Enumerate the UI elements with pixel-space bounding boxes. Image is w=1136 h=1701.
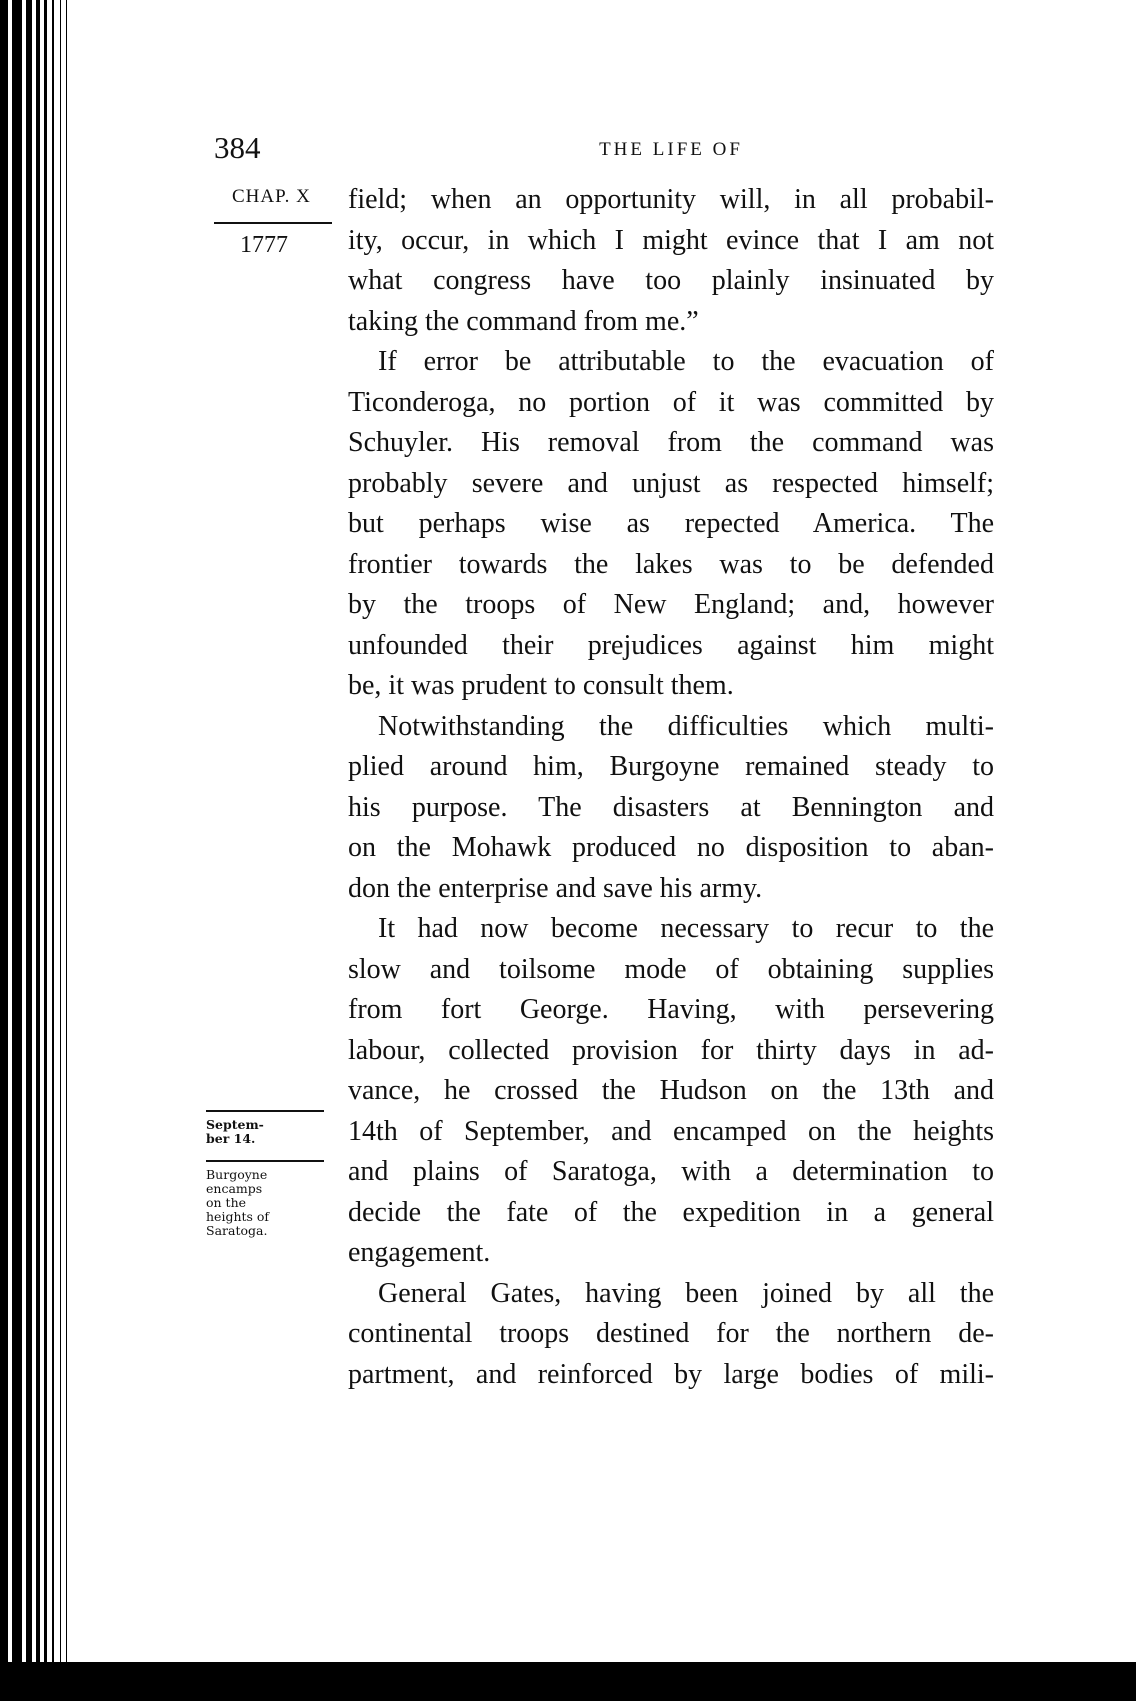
text-line: Notwithstanding the difficulties which multi- (378, 710, 994, 742)
text-line: It had now become necessary to recur to the (378, 913, 994, 944)
scan-edge (0, 0, 8, 1701)
text-line: on the Mohawk produced no disposition to aban- (348, 832, 994, 863)
text-line: decide the fate of the expedition in a general (348, 1196, 994, 1228)
text-line: General Gates, having been joined by all the (378, 1277, 994, 1309)
running-title: THE LIFE OF (599, 139, 743, 160)
margin-rule (206, 1160, 324, 1162)
scan-edge (36, 0, 40, 1701)
scan-edge (44, 0, 47, 1701)
text-line: Ticonderoga, no portion of it was committed by (348, 386, 994, 418)
note-line: heights of (206, 1209, 270, 1224)
text-line: be, it was prudent to consult them. (348, 670, 734, 701)
text-line: labour, collected provision for thirty days in ad- (348, 1034, 994, 1066)
margin-note-event (206, 1168, 269, 1238)
note-line: Burgoyne (206, 1167, 268, 1182)
text-line: vance, he crossed the Hudson on the 13th and (348, 1075, 994, 1106)
text-line: frontier towards the lakes was to be defended (348, 548, 994, 580)
margin-year: 1777 (240, 232, 288, 258)
text-line: don the enterprise and save his army. (348, 872, 763, 904)
scan-edge (52, 0, 54, 1701)
note-line: encamps (206, 1181, 263, 1196)
text-line: his purpose. The disasters at Bennington and (348, 791, 994, 823)
note-line: on the (206, 1195, 247, 1210)
text-line: from fort George. Having, with persevering (348, 994, 994, 1025)
scan-edge (60, 0, 61, 1701)
text-line: partment, and reinforced by large bodies of mili- (348, 1358, 994, 1390)
text-line: field; when an opportunity will, in all probabil- (348, 184, 994, 215)
body-text (348, 180, 994, 1395)
text-line: plied around him, Burgoyne remained steady to (348, 751, 994, 782)
scan-edge (12, 0, 22, 1701)
text-line: Schuyler. His removal from the command was (348, 427, 994, 458)
scan-edge (66, 0, 67, 1701)
note-line: Saratoga. (206, 1223, 268, 1238)
margin-rule (206, 1110, 324, 1112)
scan-bottom-band (0, 1662, 1136, 1701)
text-line: taking the command from me.” (348, 305, 699, 337)
chapter-label: CHAP. X (232, 186, 311, 207)
text-line: what congress have too plainly insinuated by (348, 265, 994, 296)
note-line: Septem- (206, 1117, 264, 1132)
note-line: ber 14. (206, 1131, 256, 1146)
text-line: ity, occur, in which I might evince that I am not (348, 224, 994, 256)
margin-rule (214, 222, 332, 224)
text-line: slow and toilsome mode of obtaining supplies (348, 953, 994, 985)
text-line: unfounded their prejudices against him might (348, 629, 994, 661)
text-line: probably severe and unjust as respected himself; (348, 467, 994, 499)
scan-edge (26, 0, 32, 1701)
margin-note-date (206, 1118, 264, 1146)
text-line: 14th of September, and encamped on the heights (348, 1115, 994, 1147)
text-line: engagement. (348, 1237, 491, 1268)
text-line: and plains of Saratoga, with a determination to (348, 1156, 994, 1187)
text-line: by the troops of New England; and, however (348, 589, 994, 620)
text-line: continental troops destined for the northern de- (348, 1318, 994, 1349)
text-line: If error be attributable to the evacuation of (378, 346, 994, 377)
text-line: but perhaps wise as repected America. The (348, 508, 994, 539)
page-number: 384 (214, 130, 261, 165)
